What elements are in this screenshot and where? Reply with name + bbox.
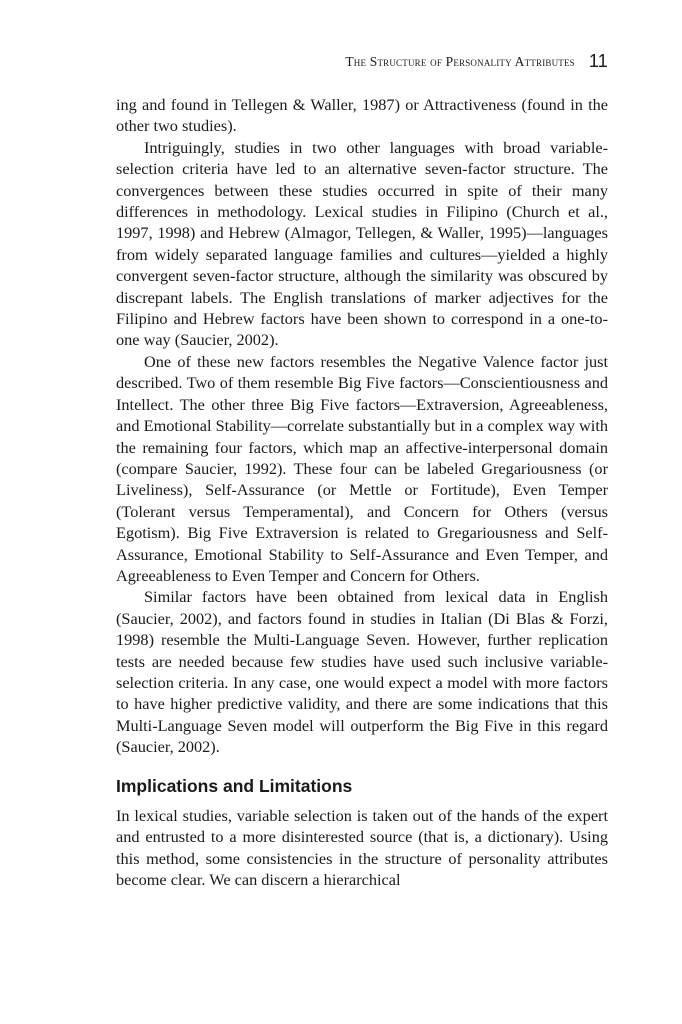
running-head bbox=[116, 50, 608, 71]
paragraph-seven-factor: Intriguingly, studies in two other languages with broad variable-selection criteria have led to an alternative seven-factor structure. The convergences between these studies occurred in spite of their many differences in methodology. Lexical studies in Filipino (Church et al., 1997, 1998) and Hebrew (Almagor, Tellegen, & Waller, 1995)—languages from widely separated language families and cultures—yielded a highly convergent seven-factor structure, although the similarity was obscured by discrepant labels. The English translations of marker adjectives for the Filipino and Hebrew factors have been shown to correspond in a one-to-one way (Saucier, 2002). bbox=[116, 137, 608, 350]
section-heading: Implications and Limitations bbox=[116, 775, 353, 796]
running-title: The Structure of Personality Attributes bbox=[345, 54, 575, 69]
paragraph-implications: In lexical studies, variable selection is taken out of the hands of the expert and entrusted to a more disinterested source (that is, a dictionary). Using this method, some consistencies in the structure of personality attributes become clear. We can discern a hierarchical bbox=[116, 806, 608, 890]
paragraph-similar-factors: Similar factors have been obtained from lexical data in English (Saucier, 2002), and factors found in studies in Italian (Di Blas & Forzi, 1998) resemble the Multi-Language Seven. However, further replication tests are needed because few studies have used such inclusive variable-selection criteria. In any case, one would expect a model with more factors to have higher predictive validity, and there are some indications that this Multi-Language Seven model will outperform the Big Five in this regard (Saucier, 2002). bbox=[116, 587, 608, 757]
body-text bbox=[116, 94, 608, 891]
page-number: 11 bbox=[588, 51, 608, 71]
paragraph-continued: ing and found in Tellegen & Waller, 1987) or Attractiveness (found in the other two studies). bbox=[116, 95, 608, 136]
paragraph-new-factors: One of these new factors resembles the Negative Valence factor just described. Two of them resemble Big Five factors—Conscientiousness and Intellect. The other three Big Five factors—Extraversion, Agreeableness, and Emotional Stability—correlate substantially but in a complex way with the remaining four factors, which map an affective-interpersonal domain (compare Saucier, 1992). These four can be labeled Gregariousness (or Liveliness), Self-Assurance (or Mettle or Fortitude), Even Temper (Tolerant versus Temperamental), and Concern for Others (versus Egotism). Big Five Extraversion is related to Gregariousness and Self-Assurance, Emotional Stability to Self-Assurance and Even Temper, and Agreeableness to Even Temper and Concern for Others. bbox=[116, 351, 608, 585]
